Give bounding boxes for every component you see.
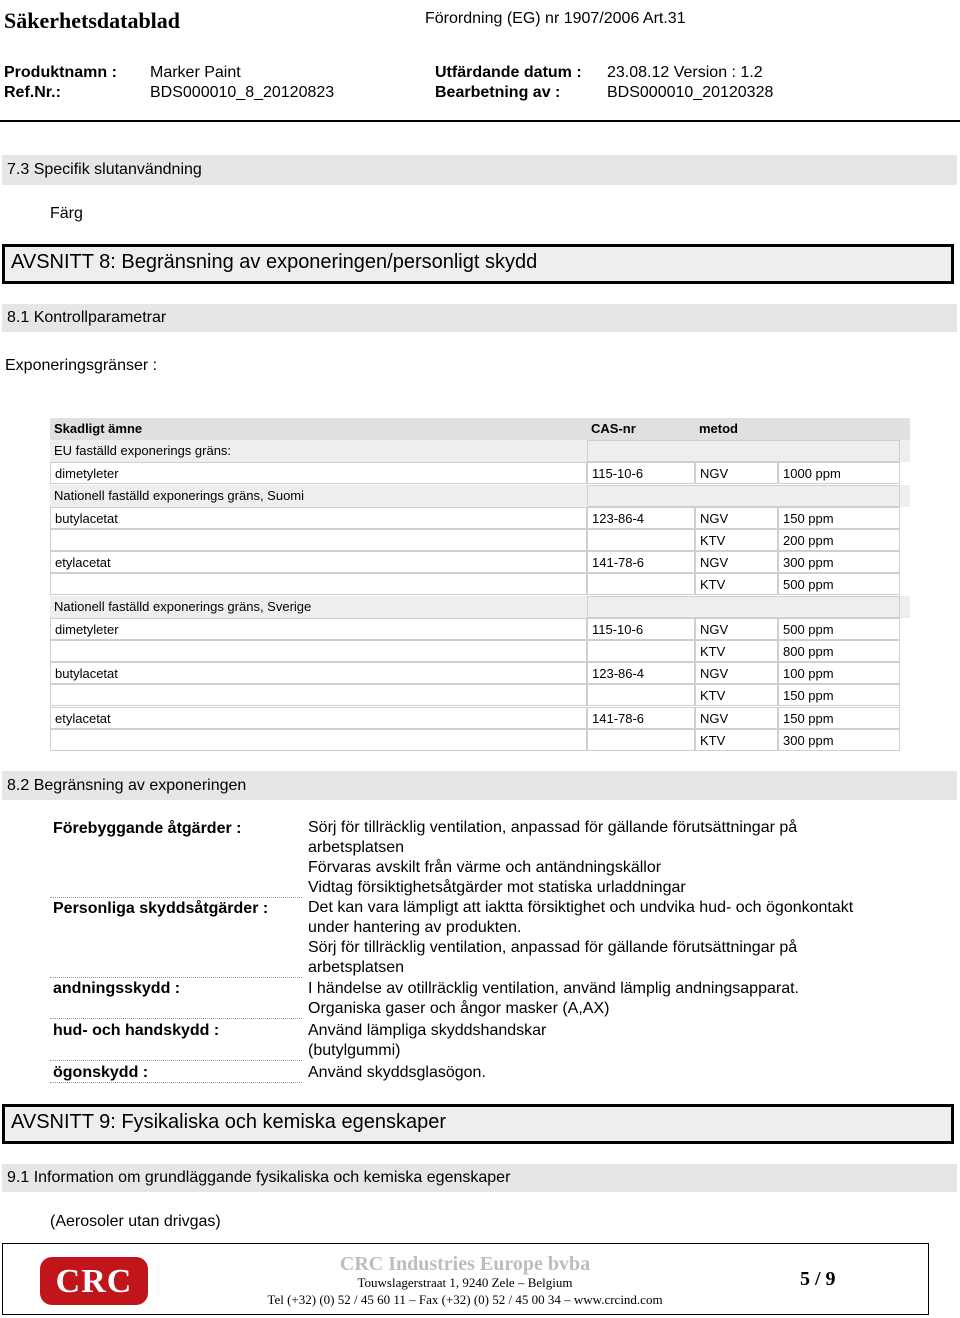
document-title: Säkerhetsdatablad: [4, 8, 181, 33]
table-cell-substance: [50, 684, 587, 706]
subsection-8-1-bar: [2, 304, 957, 332]
preventive-measures-label: Förebyggande åtgärder :: [53, 820, 242, 837]
table-cell-value: 150 ppm: [778, 507, 900, 529]
aerosol-note: (Aerosoler utan drivgas): [50, 1213, 221, 1230]
product-name-value: Marker Paint: [150, 64, 241, 81]
table-cell-method: NGV: [695, 618, 778, 640]
hand-protection-label: hud- och handskydd :: [53, 1022, 220, 1039]
exposure-limits-label: Exponeringsgränser :: [5, 357, 158, 374]
text-line: arbetsplatsen: [308, 959, 405, 976]
personal-protection-text: [308, 898, 853, 978]
table-cell-value: 300 ppm: [778, 729, 900, 751]
personal-protection-label: Personliga skyddsåtgärder :: [53, 900, 269, 917]
table-cell-value: 100 ppm: [778, 662, 900, 684]
table-cell-cas: 141-78-6: [587, 707, 695, 729]
section-9-title: AVSNITT 9: Fysikaliska och kemiska egenskaper: [11, 1111, 446, 1133]
table-cell-method: NGV: [695, 462, 778, 484]
table-cell-cas: 115-10-6: [587, 462, 695, 484]
ref-number-label: Ref.Nr.:: [4, 84, 61, 101]
footer-company: CRC Industries Europe bvba: [339, 1253, 591, 1275]
subsection-7-3-title: 7.3 Specifik slutanvändning: [7, 161, 202, 178]
table-cell-cas: [587, 529, 695, 551]
text-line: (butylgummi): [308, 1042, 401, 1059]
eye-protection-label: ögonskydd :: [53, 1064, 149, 1081]
respiratory-protection-text: [308, 979, 799, 1019]
table-cell-substance: [50, 573, 587, 595]
table-cell-substance: dimetyleter: [50, 462, 587, 484]
table-cell-cas: [587, 573, 695, 595]
issue-date-label: Utfärdande datum :: [435, 64, 582, 81]
table-cell-method: KTV: [695, 640, 778, 662]
table-cell-cas: [587, 684, 695, 706]
edited-by-value: BDS000010_20120328: [607, 84, 774, 101]
table-cell-cas: 123-86-4: [587, 662, 695, 684]
table-cell-substance: etylacetat: [50, 551, 587, 573]
column-header-method: metod: [699, 421, 738, 436]
table-cell-method: KTV: [695, 573, 778, 595]
table-cell-method: NGV: [695, 551, 778, 573]
table-cell-substance: dimetyleter: [50, 618, 587, 640]
page-number: 5 / 9: [800, 1268, 836, 1290]
table-cell-cas: [587, 640, 695, 662]
product-name-label: Produktnamn :: [4, 64, 117, 81]
label-underline: [50, 1082, 302, 1083]
text-line: arbetsplatsen: [308, 839, 405, 856]
subsection-8-1-title: 8.1 Kontrollparametrar: [7, 309, 167, 326]
table-cell-method: NGV: [695, 707, 778, 729]
table-cell-cas: 123-86-4: [587, 507, 695, 529]
text-line: Vidtag försiktighetsåtgärder mot statiska urladdningar: [308, 879, 686, 896]
table-cell-value: 150 ppm: [778, 684, 900, 706]
issue-date-value: 23.08.12 Version : 1.2: [607, 64, 763, 81]
subsection-9-1-title: 9.1 Information om grundläggande fysikaliska och kemiska egenskaper: [7, 1169, 511, 1186]
footer-contact: Tel (+32) (0) 52 / 45 60 11 – Fax (+32) (0) 52 / 45 00 34 – www.crcind.com: [267, 1292, 663, 1307]
text-line: under hantering av produkten.: [308, 919, 522, 936]
text-line: Det kan vara lämpligt att iaktta försiktighet och undvika hud- och ögonkontakt: [308, 899, 854, 916]
label-underline: [50, 977, 302, 978]
table-cell-value: 500 ppm: [778, 618, 900, 640]
text-line: Organiska gaser och ångor masker (A,AX): [308, 1000, 610, 1017]
column-header-cas: CAS-nr: [591, 421, 636, 436]
label-underline: [50, 1018, 302, 1019]
table-cell-cas: [587, 729, 695, 751]
table-cell-value: 1000 ppm: [778, 462, 900, 484]
label-underline: [50, 897, 302, 898]
table-cell-value: 200 ppm: [778, 529, 900, 551]
table-cell-method: NGV: [695, 507, 778, 529]
hand-protection-text: [308, 1021, 546, 1061]
text-line: I händelse av otillräcklig ventilation, använd lämplig andningsapparat.: [308, 980, 799, 997]
label-underline: [50, 1060, 302, 1061]
table-cell-substance: butylacetat: [50, 507, 587, 529]
section-9-heading: [2, 1104, 954, 1144]
table-cell-value: 500 ppm: [778, 573, 900, 595]
crc-logo-text: CRC: [55, 1263, 133, 1300]
table-cell-method: NGV: [695, 662, 778, 684]
table-cell-method: KTV: [695, 529, 778, 551]
table-cell-substance: [50, 640, 587, 662]
text-line: Använd skyddsglasögon.: [308, 1064, 486, 1081]
table-cell-method: KTV: [695, 684, 778, 706]
eye-protection-text: [308, 1063, 486, 1083]
table-group-label: Nationell faställd exponerings gräns, Sverige: [54, 598, 312, 614]
table-empty-cell: [587, 440, 900, 462]
column-header-substance: Skadligt ämne: [54, 421, 143, 436]
footer-address: Touwslagerstraat 1, 9240 Zele – Belgium: [357, 1275, 573, 1290]
header-divider: [0, 120, 960, 122]
section-8-heading: [2, 244, 954, 284]
crc-logo: [40, 1257, 148, 1305]
table-cell-substance: butylacetat: [50, 662, 587, 684]
text-line: Sörj för tillräcklig ventilation, anpassad för gällande förutsättningar på: [308, 939, 798, 956]
table-cell-cas: 141-78-6: [587, 551, 695, 573]
table-header-row: [50, 418, 910, 440]
subsection-8-2-title: 8.2 Begränsning av exponeringen: [7, 777, 247, 794]
specific-end-use-value: Färg: [50, 205, 83, 222]
table-cell-substance: [50, 729, 587, 751]
table-cell-method: KTV: [695, 729, 778, 751]
respiratory-protection-label: andningsskydd :: [53, 980, 181, 997]
table-cell-value: 300 ppm: [778, 551, 900, 573]
table-cell-value: 800 ppm: [778, 640, 900, 662]
subsection-9-1-bar: [2, 1164, 957, 1192]
table-group-label: EU faställd exponerings gräns:: [54, 443, 232, 459]
table-cell-cas: 115-10-6: [587, 618, 695, 640]
exposure-limits-table: [50, 418, 910, 751]
table-cell-substance: etylacetat: [50, 707, 587, 729]
table-cell-substance: [50, 529, 587, 551]
table-cell-value: 150 ppm: [778, 707, 900, 729]
table-empty-cell: [587, 596, 900, 618]
subsection-8-2-bar: [2, 771, 957, 800]
table-empty-cell: [587, 485, 900, 507]
regulation-text: Förordning (EG) nr 1907/2006 Art.31: [425, 10, 686, 27]
edited-by-label: Bearbetning av :: [435, 84, 561, 101]
subsection-7-3-bar: [2, 155, 957, 185]
section-8-title: AVSNITT 8: Begränsning av exponeringen/personligt skydd: [11, 251, 538, 273]
ref-number-value: BDS000010_8_20120823: [150, 84, 335, 101]
text-line: Använd lämpliga skyddshandskar: [308, 1022, 547, 1039]
text-line: Förvaras avskilt från värme och antändningskällor: [308, 859, 662, 876]
preventive-measures-text: [308, 818, 797, 898]
table-group-label: Nationell faställd exponerings gräns, Suomi: [54, 487, 305, 503]
text-line: Sörj för tillräcklig ventilation, anpassad för gällande förutsättningar på: [308, 819, 798, 836]
